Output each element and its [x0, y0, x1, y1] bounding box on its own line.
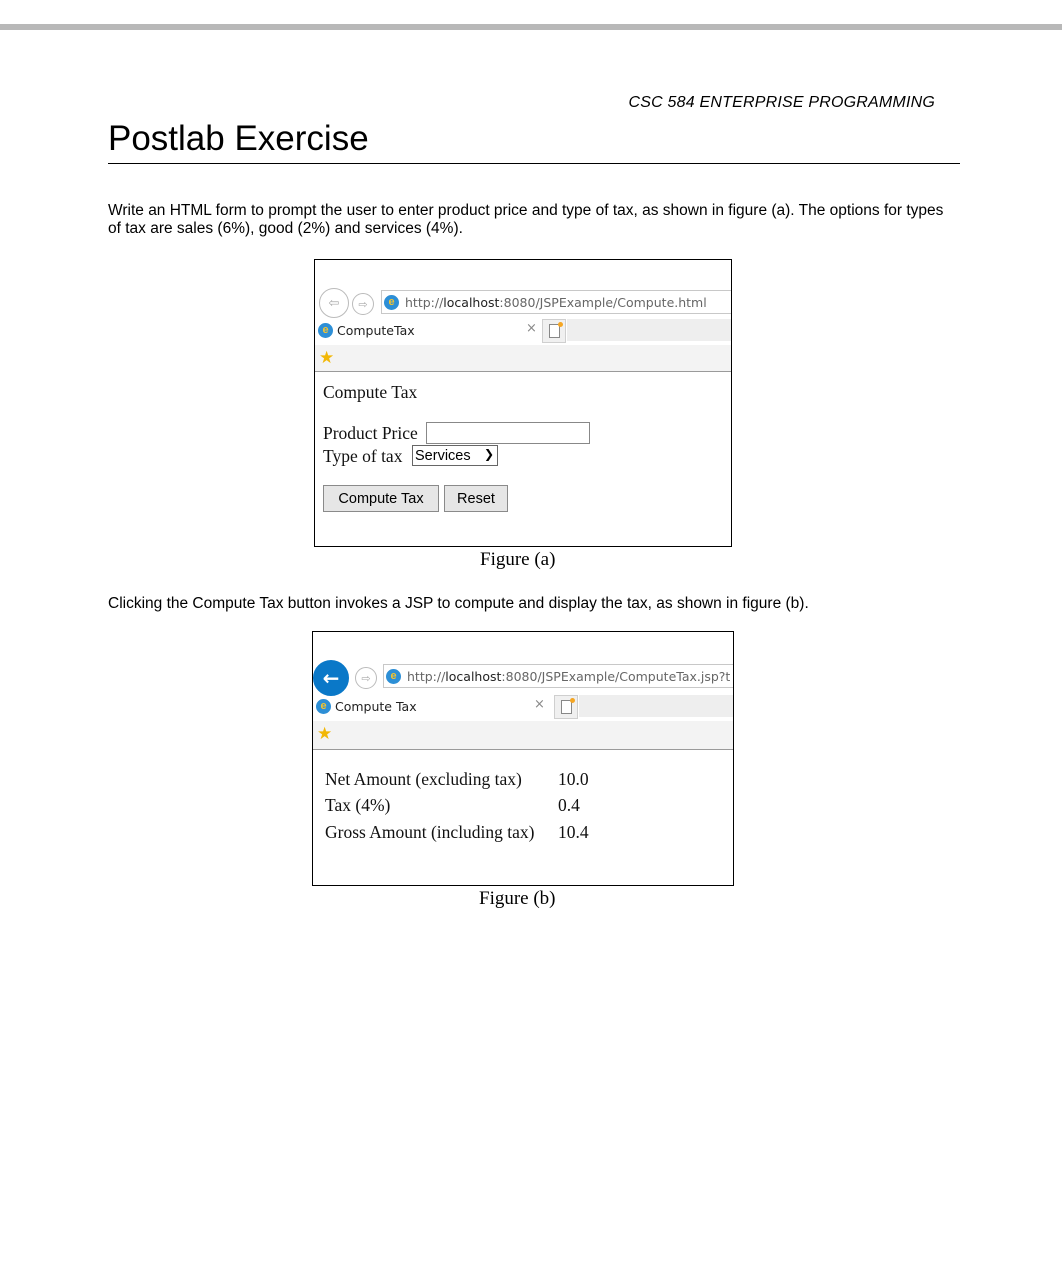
favorites-bar	[315, 345, 731, 372]
new-tab-icon	[549, 324, 560, 338]
tax-type-select[interactable]: Services ❯	[412, 445, 498, 466]
result-value-net: 10.0	[558, 769, 589, 789]
tab-row	[315, 318, 731, 342]
figure-b-screenshot	[312, 631, 734, 886]
tax-type-label: Type of tax	[323, 446, 403, 466]
browser-tab[interactable]: e ComputeTax	[318, 318, 415, 342]
browser-tab[interactable]: e Compute Tax	[316, 694, 417, 718]
ie-icon: e	[384, 295, 399, 310]
favorites-star-icon[interactable]: ★	[319, 348, 335, 368]
title-divider	[108, 163, 960, 164]
result-value-tax: 0.4	[558, 795, 580, 815]
address-bar	[315, 288, 731, 316]
close-tab-icon[interactable]: ×	[534, 697, 545, 712]
new-tab-icon	[561, 700, 572, 714]
tab-row	[313, 694, 733, 718]
middle-paragraph: Clicking the Compute Tax button invokes a JSP to compute and display the tax, as shown in figure (b).	[108, 595, 809, 612]
figure-b-caption: Figure (b)	[479, 888, 556, 909]
favorites-bar	[313, 721, 733, 750]
ie-icon: e	[318, 323, 333, 338]
favorites-star-icon[interactable]: ★	[317, 724, 333, 744]
reset-button[interactable]: Reset	[444, 485, 508, 512]
url-field[interactable]: e http:// localhost :8080/JSPExample/Compute.html	[381, 290, 732, 314]
figure-a-screenshot	[314, 259, 732, 547]
page-heading: Compute Tax	[323, 382, 418, 402]
forward-button[interactable]	[355, 667, 377, 689]
back-button[interactable]	[313, 660, 349, 696]
result-label-net: Net Amount (excluding tax)	[325, 769, 522, 789]
back-arrow-icon: ←	[322, 666, 340, 690]
result-label-tax: Tax (4%)	[325, 795, 391, 815]
new-tab-button[interactable]	[554, 695, 578, 719]
figure-a-caption: Figure (a)	[480, 549, 556, 570]
compute-tax-button[interactable]: Compute Tax	[323, 485, 439, 512]
course-header: CSC 584 ENTERPRISE PROGRAMMING	[628, 94, 935, 111]
address-bar	[313, 662, 733, 690]
new-tab-button[interactable]	[542, 319, 566, 343]
back-button[interactable]	[319, 288, 349, 318]
forward-arrow-icon: ⇨	[358, 297, 368, 311]
chevron-down-icon: ❯	[483, 447, 494, 461]
page-title: Postlab Exercise	[108, 119, 369, 158]
ie-icon: e	[386, 669, 401, 684]
forward-arrow-icon: ⇨	[361, 671, 371, 685]
forward-button[interactable]	[352, 293, 374, 315]
price-input[interactable]	[426, 422, 590, 444]
back-arrow-icon: ⇦	[328, 295, 340, 311]
intro-paragraph: Write an HTML form to prompt the user to enter product price and type of tax, as shown in figure (a). The options for types of tax are sales (6%), good (2%) and services (4%).	[108, 202, 944, 237]
result-value-gross: 10.4	[558, 822, 589, 842]
result-label-gross: Gross Amount (including tax)	[325, 822, 535, 842]
top-border	[0, 24, 1062, 30]
url-field[interactable]: e http:// localhost :8080/JSPExample/ComputeTax.jsp?t	[383, 664, 734, 688]
ie-icon: e	[316, 699, 331, 714]
price-label: Product Price	[323, 423, 418, 443]
close-tab-icon[interactable]: ×	[526, 321, 537, 336]
